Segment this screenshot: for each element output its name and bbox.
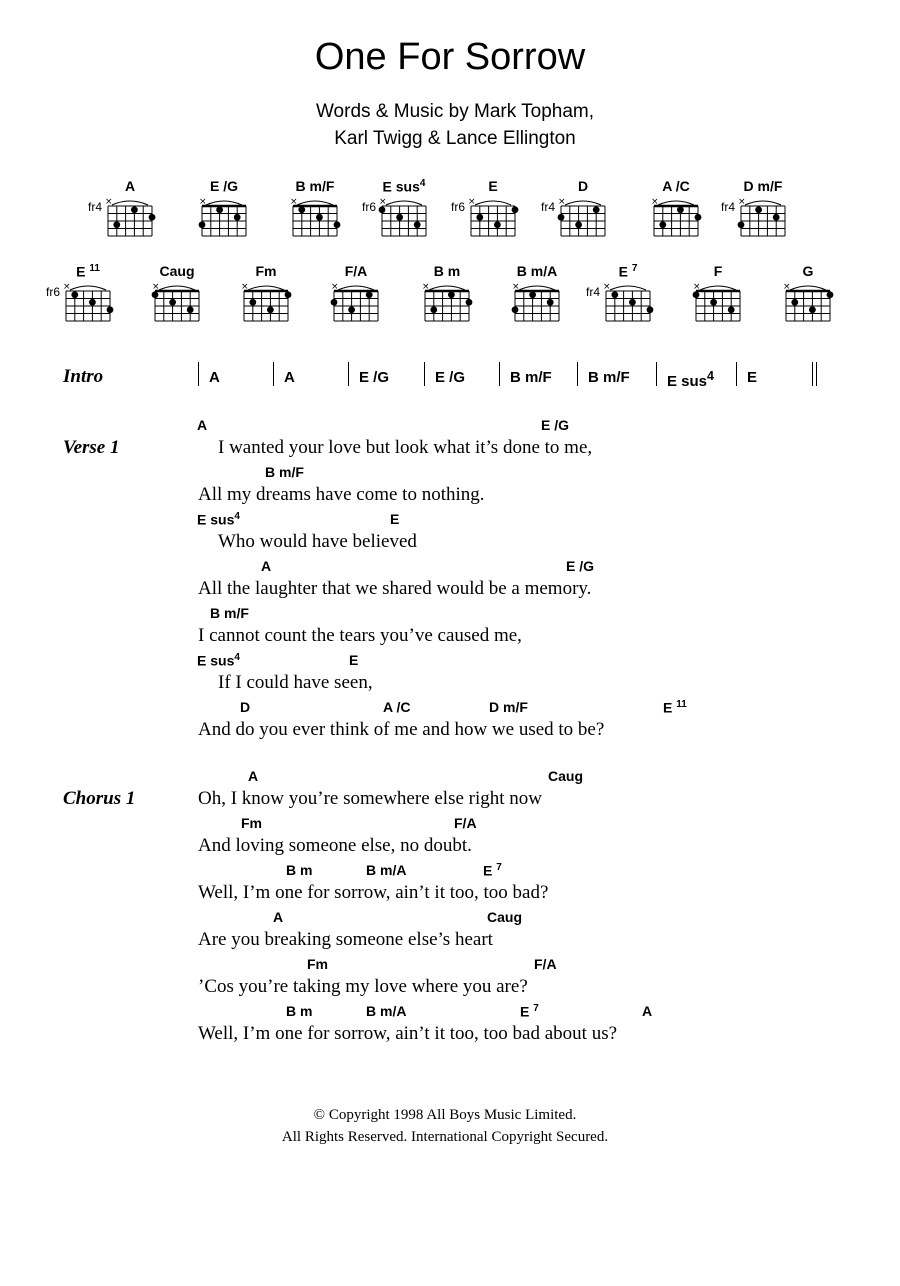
chord-symbol: A bbox=[197, 417, 208, 433]
chord-symbol: E sus$^4$ bbox=[197, 652, 240, 669]
chord-symbol: A bbox=[273, 909, 284, 925]
chord-diagram-name: B m bbox=[433, 263, 461, 279]
chord-diagram-name: Fm bbox=[255, 263, 277, 279]
svg-text:×: × bbox=[738, 197, 746, 207]
bar-line bbox=[656, 362, 657, 386]
chord-diagram bbox=[780, 263, 836, 329]
chord-symbol: A /C bbox=[383, 699, 411, 715]
chord-diagram-name: E $^7$ bbox=[618, 263, 638, 280]
bar-line bbox=[736, 362, 737, 386]
fretboard-icon bbox=[558, 196, 608, 240]
lyric-line: ’Cos you’re taking my love where you are? bbox=[198, 976, 528, 997]
svg-text:×: × bbox=[693, 282, 701, 292]
svg-text:×: × bbox=[290, 197, 298, 207]
chord-diagram bbox=[721, 178, 791, 244]
lyric-line: All the laughter that we shared would be a memory. bbox=[198, 578, 592, 599]
chord-diagram-name: E /G bbox=[209, 178, 238, 194]
fretboard-icon bbox=[241, 281, 291, 325]
lyric-line: I cannot count the tears you’ve caused me, bbox=[198, 625, 522, 646]
chord-diagram-name: E bbox=[488, 178, 498, 194]
chord-diagram bbox=[88, 178, 158, 244]
svg-text:×: × bbox=[651, 197, 659, 207]
bar-line bbox=[198, 362, 199, 386]
svg-text:×: × bbox=[199, 197, 207, 207]
chord-diagram bbox=[586, 263, 656, 329]
chord-symbol: Fm bbox=[241, 815, 262, 831]
credits-line-1: Words & Music by Mark Topham, bbox=[315, 101, 595, 122]
lyric-line: Are you breaking someone else’s heart bbox=[198, 929, 493, 950]
fretboard-icon bbox=[331, 281, 381, 325]
final-bar-line bbox=[816, 362, 817, 386]
chord-diagram-name: G bbox=[802, 263, 814, 279]
svg-text:×: × bbox=[783, 282, 791, 292]
svg-text:×: × bbox=[152, 282, 160, 292]
fretboard-icon bbox=[603, 281, 653, 325]
chord-symbol: D bbox=[240, 699, 251, 715]
bar-line bbox=[348, 362, 349, 386]
chord-symbol: A bbox=[261, 558, 272, 574]
fretboard-icon bbox=[512, 281, 562, 325]
bar-line bbox=[499, 362, 500, 386]
chord-diagram-name: F bbox=[713, 263, 723, 279]
chord-symbol: E sus$^4$ bbox=[197, 511, 240, 528]
bar-line bbox=[424, 362, 425, 386]
chord-diagram bbox=[46, 263, 116, 329]
section-label-intro: Intro bbox=[63, 366, 104, 387]
chord-diagram-name: B m/A bbox=[516, 263, 558, 279]
fretboard-icon bbox=[693, 281, 743, 325]
chord-symbol: B m/F bbox=[210, 605, 249, 621]
svg-text:×: × bbox=[512, 282, 520, 292]
lyric-line: Oh, I know you’re somewhere else right now bbox=[198, 788, 543, 809]
chord-symbol: E $^7$ bbox=[483, 862, 502, 879]
fretboard-icon bbox=[290, 196, 340, 240]
chord-symbol: B m/F bbox=[265, 464, 304, 480]
intro-bar-chord: E sus$^4$ bbox=[667, 369, 714, 390]
chord-symbol: D m/F bbox=[489, 699, 528, 715]
svg-text:×: × bbox=[331, 282, 339, 292]
chord-diagram bbox=[149, 263, 205, 329]
chord-diagram-name: B m/F bbox=[295, 178, 335, 194]
chord-symbol: F/A bbox=[454, 815, 477, 831]
chord-diagram-name: D bbox=[577, 178, 589, 194]
bar-line bbox=[577, 362, 578, 386]
chord-diagram bbox=[541, 178, 611, 244]
copyright-line-2: All Rights Reserved. International Copyright Secured. bbox=[281, 1129, 609, 1145]
fretboard-icon bbox=[63, 281, 113, 325]
fret-position-label: fr6 bbox=[362, 200, 377, 214]
fretboard-icon bbox=[379, 196, 429, 240]
fret-position-label: fr4 bbox=[541, 200, 556, 214]
lyric-line: All my dreams have come to nothing. bbox=[198, 484, 485, 505]
intro-bar-chord: A bbox=[209, 369, 220, 386]
lyric-line: Well, I’m one for sorrow, ain’t it too, too bad about us? bbox=[198, 1023, 618, 1044]
lyric-line: Well, I’m one for sorrow, ain’t it too, too bad? bbox=[198, 882, 549, 903]
chord-symbol: E $^{11}$ bbox=[663, 699, 687, 716]
chord-symbol: B m bbox=[286, 862, 313, 878]
intro-bar-chord: B m/F bbox=[510, 369, 552, 386]
chord-symbol: E bbox=[349, 652, 359, 668]
fretboard-icon bbox=[105, 196, 155, 240]
song-title: One For Sorrow bbox=[314, 36, 586, 78]
chord-symbol: E $^7$ bbox=[520, 1003, 539, 1020]
section-label-verse1: Verse 1 bbox=[63, 437, 120, 458]
lyric-line: And do you ever think of me and how we used to be? bbox=[198, 719, 605, 740]
chord-diagram bbox=[196, 178, 252, 244]
chord-symbol: Fm bbox=[307, 956, 328, 972]
chord-diagram bbox=[328, 263, 384, 329]
svg-text:×: × bbox=[241, 282, 249, 292]
chord-symbol: B m/A bbox=[366, 1003, 407, 1019]
fretboard-icon bbox=[468, 196, 518, 240]
lyric-line: If I could have seen, bbox=[218, 672, 373, 693]
chord-diagram-name: D m/F bbox=[743, 178, 783, 194]
svg-text:×: × bbox=[468, 197, 476, 207]
svg-text:×: × bbox=[63, 282, 71, 292]
copyright-line-1: © Copyright 1998 All Boys Music Limited. bbox=[313, 1107, 577, 1123]
fret-position-label: fr4 bbox=[586, 285, 601, 299]
lyric-line: Who would have believed bbox=[218, 531, 417, 552]
chord-diagram-name: A bbox=[124, 178, 136, 194]
section-label-chorus1: Chorus 1 bbox=[63, 788, 136, 809]
chord-diagram bbox=[419, 263, 475, 329]
fretboard-icon bbox=[651, 196, 701, 240]
song-credits bbox=[0, 98, 900, 152]
svg-text:×: × bbox=[379, 197, 387, 207]
bar-line bbox=[273, 362, 274, 386]
chord-symbol: Caug bbox=[487, 909, 522, 925]
chord-diagram bbox=[362, 178, 432, 244]
chord-diagram bbox=[451, 178, 521, 244]
chord-symbol: B m/A bbox=[366, 862, 407, 878]
chord-diagram bbox=[238, 263, 294, 329]
svg-text:×: × bbox=[422, 282, 430, 292]
chord-diagram bbox=[690, 263, 746, 329]
fretboard-icon bbox=[783, 281, 833, 325]
credits-line-2: Karl Twigg & Lance Ellington bbox=[334, 128, 576, 149]
copyright-notice bbox=[0, 1104, 890, 1148]
lyric-line: I wanted your love but look what it’s done to me, bbox=[218, 437, 593, 458]
fretboard-icon bbox=[199, 196, 249, 240]
chord-diagram-name: E sus$^4$ bbox=[382, 178, 426, 195]
intro-bar-chord: E /G bbox=[359, 369, 390, 386]
fret-position-label: fr6 bbox=[451, 200, 466, 214]
final-bar-line bbox=[812, 362, 813, 386]
chord-diagram-name: F/A bbox=[344, 263, 368, 279]
svg-text:×: × bbox=[603, 282, 611, 292]
fretboard-icon bbox=[738, 196, 788, 240]
chord-diagram bbox=[648, 178, 704, 244]
intro-bar-chord: E /G bbox=[435, 369, 466, 386]
intro-bar-chord: E bbox=[747, 369, 758, 386]
chord-symbol: A bbox=[248, 768, 259, 784]
chord-symbol: E /G bbox=[541, 417, 570, 433]
svg-text:×: × bbox=[105, 197, 113, 207]
fretboard-icon bbox=[422, 281, 472, 325]
fret-position-label: fr4 bbox=[88, 200, 103, 214]
chord-diagram bbox=[287, 178, 343, 244]
chord-diagram bbox=[509, 263, 565, 329]
chord-symbol: A bbox=[642, 1003, 653, 1019]
chord-symbol: Caug bbox=[548, 768, 583, 784]
chord-symbol: E /G bbox=[566, 558, 595, 574]
chord-symbol: B m bbox=[286, 1003, 313, 1019]
lyric-line: And loving someone else, no doubt. bbox=[198, 835, 472, 856]
fret-position-label: fr6 bbox=[46, 285, 61, 299]
chord-diagram-name: E $^{11}$ bbox=[76, 263, 100, 280]
chord-diagram-name: Caug bbox=[159, 263, 195, 279]
intro-bar-chord: B m/F bbox=[588, 369, 630, 386]
fretboard-icon bbox=[152, 281, 202, 325]
svg-text:×: × bbox=[558, 197, 566, 207]
chord-symbol: F/A bbox=[534, 956, 557, 972]
chord-symbol: E bbox=[390, 511, 400, 527]
fret-position-label: fr4 bbox=[721, 200, 736, 214]
intro-bar-chord: A bbox=[284, 369, 295, 386]
chord-diagram-name: A /C bbox=[662, 178, 690, 194]
